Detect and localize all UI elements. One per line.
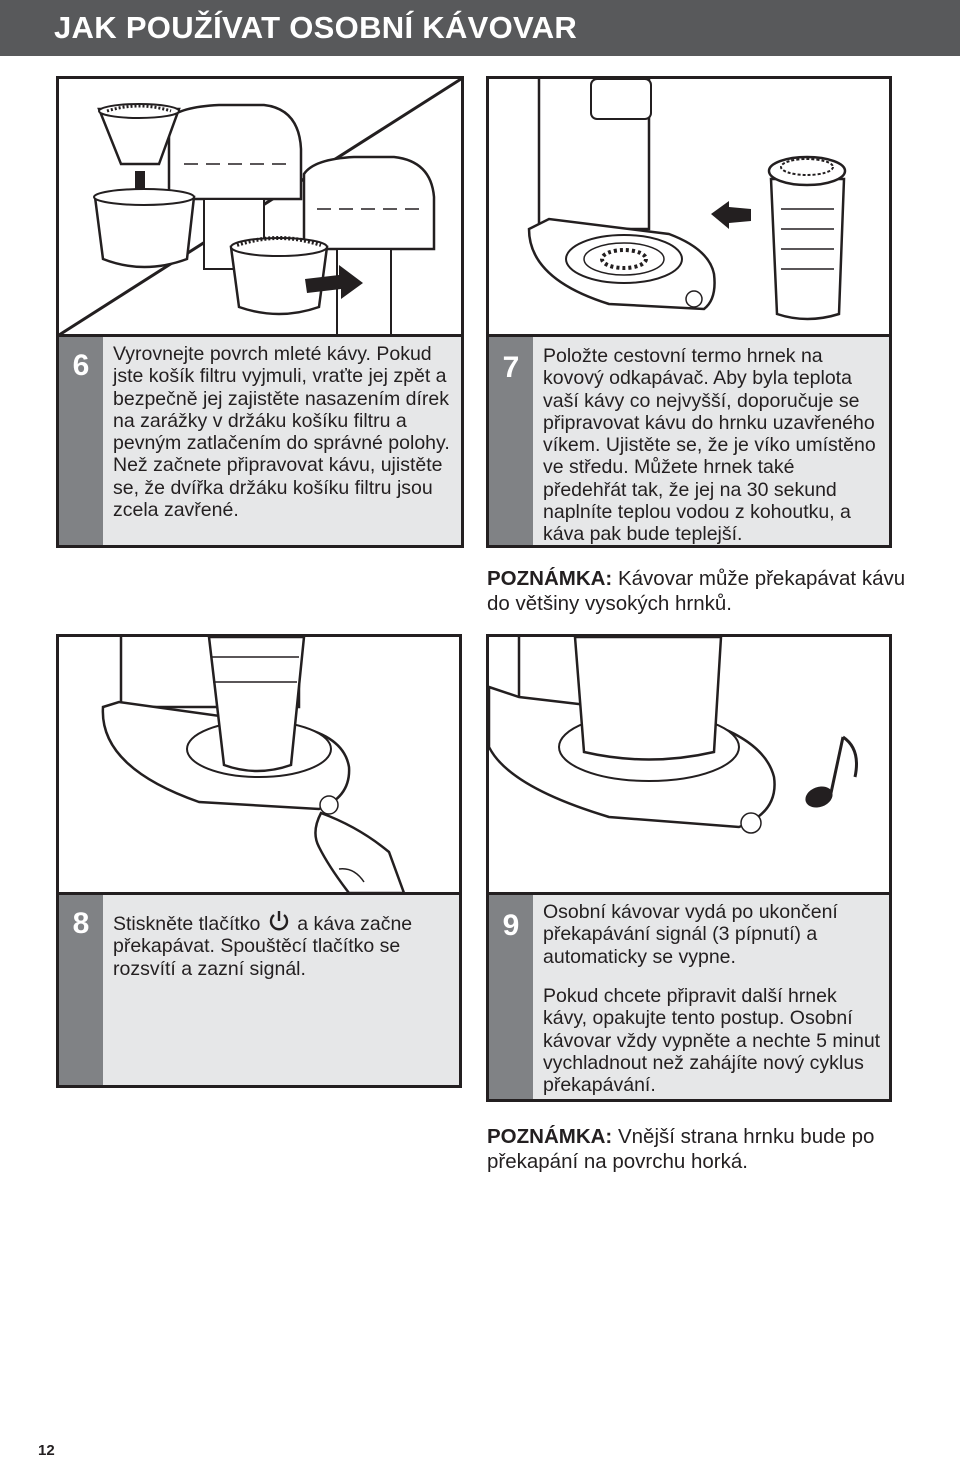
page-number: 12 <box>38 1442 55 1459</box>
step-7-box <box>486 334 892 548</box>
step-9-text: Osobní kávovar vydá po ukončení překapávání signál (3 pípnutí) a automaticky se vypne. <box>543 901 838 968</box>
step-number: 8 <box>59 895 103 1085</box>
page-title: JAK POUŽÍVAT OSOBNÍ KÁVOVAR <box>54 10 578 45</box>
filter-basket-illustration <box>59 79 461 335</box>
step-number: 9 <box>489 895 533 1099</box>
illustration-step-9 <box>486 634 892 896</box>
step-9-text-2: Pokud chcete připravit další hrnek kávy, opakujte tento postup. Osobní kávovar vždy vypněte a nechte 5 minut vychladnout než zahájíte nový cyklus překapávání. <box>543 985 881 1097</box>
power-icon <box>268 909 290 933</box>
step-8-text: Stiskněte tlačítko a káva začne překapávat. Spouštěcí tlačítko se rozsvítí a zazní signál. <box>113 909 451 980</box>
step-number: 7 <box>489 337 533 545</box>
illustration-step-6 <box>56 76 464 338</box>
note-1 <box>487 566 907 616</box>
note-label: POZNÁMKA: <box>487 1125 613 1148</box>
note-text: Vnější strana hrnku bude po překapání na povrchu horká. <box>487 1125 875 1173</box>
brew-complete-illustration <box>489 637 889 893</box>
step-8-box <box>56 892 462 1088</box>
press-button-illustration <box>59 637 459 893</box>
step-9-box <box>486 892 892 1102</box>
note-2 <box>487 1124 907 1174</box>
illustration-step-8 <box>56 634 462 896</box>
step-7-text: Položte cestovní termo hrnek na kovový odkapávač. Aby byla teplota vaší kávy co nejvyšší, doporučuje se připravovat kávu do hrnku uzavřeného víkem. Ujistěte se, že je víko umístěno ve středu. Můžete hrnek také předehřát tak, že jej na 30 sekund naplníte teplou vodou z kohoutku, a káva pak bude teplejší. <box>543 345 876 546</box>
note-text: Kávovar může překapávat kávu do většiny vysokých hrnků. <box>487 567 906 615</box>
note-label: POZNÁMKA: <box>487 567 613 590</box>
step-6-text: Vyrovnejte povrch mleté kávy. Pokud jste košík filtru vyjmuli, vraťte jej zpět a bezpečně jej zajistěte nasazením dírek na zarážky v držáku košíku filtru a pevným zatlačením do správné polohy. Než začnete připravovat kávu, ujistěte se, že dvířka držáku košíku filtru jsou zcela zavřené. <box>113 343 450 522</box>
travel-mug-illustration <box>489 79 889 335</box>
illustration-step-7 <box>486 76 892 338</box>
step-6-box <box>56 334 464 548</box>
step-number: 6 <box>59 337 103 545</box>
page-header <box>0 0 960 56</box>
